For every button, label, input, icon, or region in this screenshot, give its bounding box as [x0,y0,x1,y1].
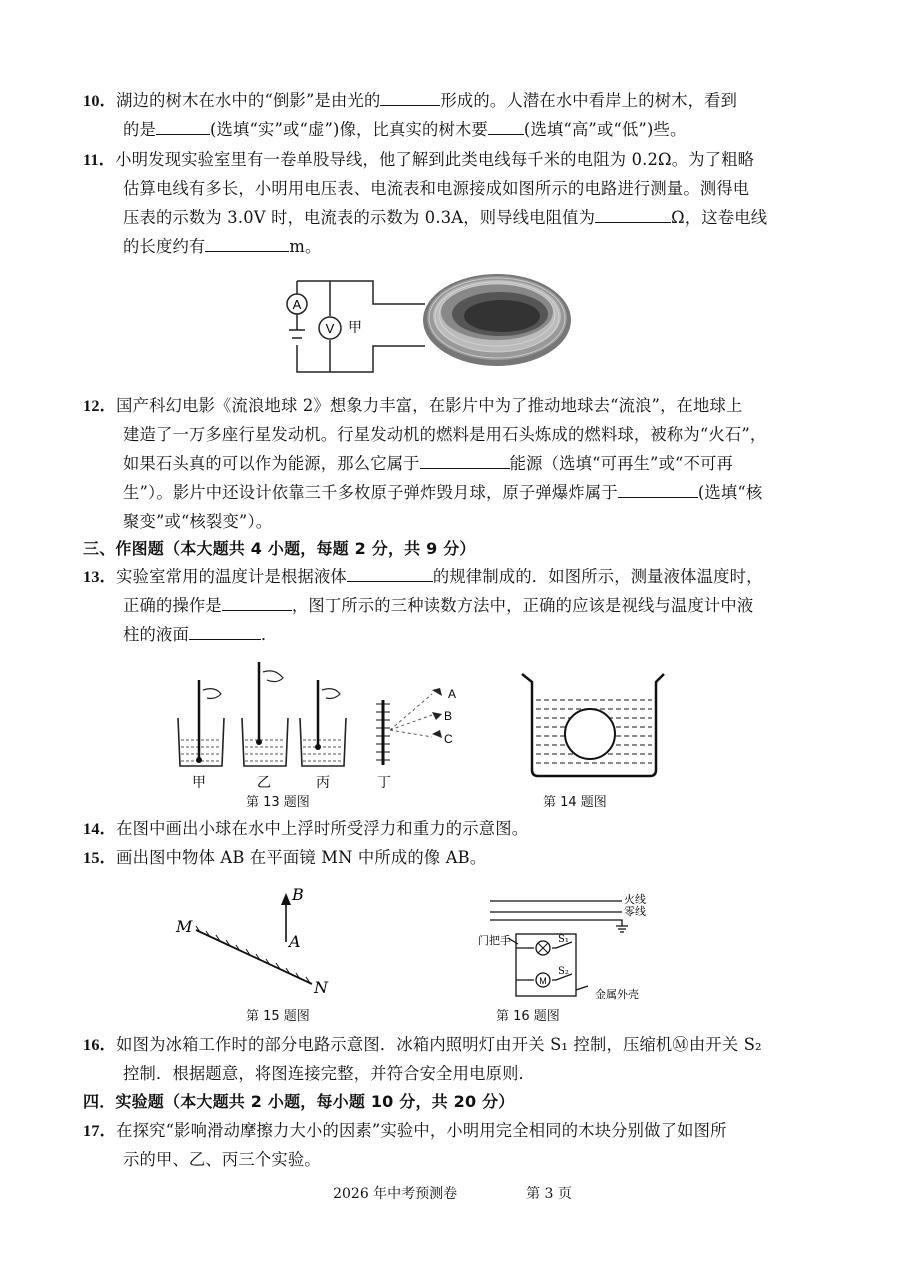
neutral-wire-label: 零线 [624,905,646,918]
question-16: 16．如图为冰箱工作时的部分电路示意图．冰箱内照明灯由开关 S₁ 控制，压缩机Ⓜ由开关 S₂ 控制．根据题意，将图连接完整，并符合安全用电原则． [83,1035,762,1083]
figure-13-caption: 第 13 题图 [246,795,310,810]
question-number: 12． [83,396,117,415]
page-footer [0,1183,905,1203]
question-12: 12．国产科幻电影《流浪地球 2》想象力丰富，在影片中为了推动地球去“流浪”，在地球上 建造了一万多座行星发动机。行星发动机的燃料是用石头炼成的燃料球，被称为“火石”， 如果石头真的可以作为能源，那么它属于 能源（选填“可再生”或“不可再 生”）。影片中还设计依靠三千多枚原子弹炸毁月球，原子弹爆炸属于 (选填“核 聚变”或“核裂变”）。 [83,396,767,531]
label-bing: 丙 [316,775,330,791]
switch-s1-label: S₁ [558,934,569,945]
question-number: 11． [83,150,116,169]
eye-b-label: B [444,709,453,723]
point-b-label: B [292,885,304,904]
live-wire-label: 火线 [624,893,646,906]
question-11: 11．小明发现实验室里有一卷单股导线，他了解到此类电线每千米的电阻为 0.2Ω。为了粗略 估算电线有多长，小明用电压表、电流表和电源接成如图所示的电路进行测量。测得电 压表的示数为 3.0V 时，电流表的示数为 0.3A，则导线电阻值为 Ω，这卷电线 的长度约有 m。 [83,150,768,256]
eye-a-label: A [448,687,457,701]
question-number: 13． [83,567,117,586]
wire-label: 甲 [348,320,362,336]
metal-shell-label: 金属外壳 [595,988,639,1001]
label-yi: 乙 [257,775,271,791]
eye-c-label: C [444,732,453,746]
question-13: 13．实验室常用的温度计是根据液体 的规律制成的．如图所示，测量液体温度时， 正确的操作是 ，图丁所示的三种读数方法中，正确的应该是视线与温度计中液 柱的液面 ． [83,562,868,649]
mirror-m-label: M [176,917,193,936]
figure-14-caption: 第 14 题图 [543,795,607,810]
ammeter-label: A [292,297,302,312]
section-heading: 三、作图题（本大题共 4 小题，每题 2 分，共 9 分） [83,539,476,558]
exam-title: 2026 年中考预测卷 [333,1186,458,1202]
question-number: 16． [83,1035,117,1054]
door-switch-label: 门把手 [478,934,511,947]
figure-15-caption: 第 15 题图 [246,1009,310,1024]
question-number: 15． [83,848,117,867]
switch-s2-label: S₂ [558,966,569,977]
section-heading: 四．实验题（本大题共 2 小题，每小题 10 分，共 20 分） [83,1092,515,1111]
point-a-label: A [289,932,301,951]
figure-16-caption: 第 16 题图 [496,1009,560,1024]
question-17: 17．在探究“影响滑动摩擦力大小的因素”实验中，小明用完全相同的木块分别做了如图所 示的甲、乙、丙三个实验。 [83,1121,727,1169]
question-14: 14．在图中画出小球在水中上浮时所受浮力和重力的示意图。 [83,819,529,838]
question-number: 17． [83,1121,117,1140]
voltmeter-label: V [325,321,335,336]
label-ding: 丁 [377,775,391,791]
question-number: 14． [83,819,117,838]
question-10: 10．湖边的树木在水中的“倒影”是由光的 形成的。人潜在水中看岸上的树木，看到 的是 (选填“实”或“虚”)像，比真实的树木要 (选填“高”或“低”)些。 [83,86,868,144]
question-15: 15．画出图中物体 AB 在平面镜 MN 中所成的像 AB。 [83,848,487,867]
question-number: 10． [83,91,117,110]
mirror-n-label: N [314,978,328,997]
page-number: 第 3 页 [526,1186,572,1202]
motor-label: M [539,976,547,986]
label-jia: 甲 [192,775,206,791]
